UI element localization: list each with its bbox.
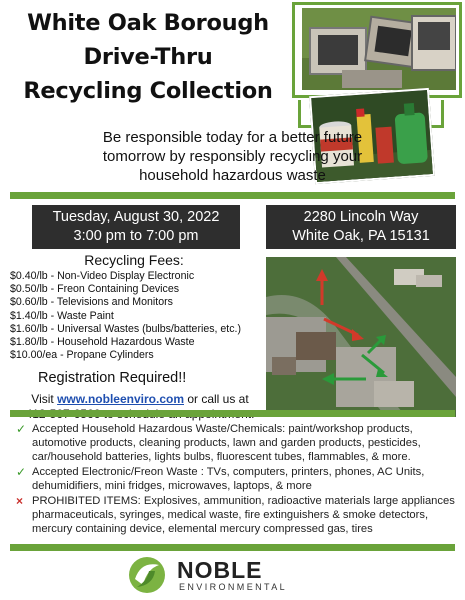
list-item <box>16 494 456 536</box>
address-line-1: 2280 Lincoln Way <box>303 209 419 225</box>
header <box>0 0 465 128</box>
checkmark-icon: ✓ <box>16 422 27 436</box>
electronics-photo <box>300 6 458 92</box>
fee-item: $1.40/lb - Waste Paint <box>10 309 114 322</box>
fees-list <box>10 270 265 362</box>
event-details <box>10 205 265 422</box>
title-line-3: Recycling Collection <box>23 78 273 104</box>
list-item-text: Accepted Electronic/Freon Waste : TVs, computers, printers, phones, AC Units, dehumidifiers, mini fridges, microwaves, laptops, & more <box>32 466 425 492</box>
page-title <box>8 6 288 108</box>
leaf-swirl-icon <box>125 555 169 595</box>
fee-item: $10.00/ea - Propane Cylinders <box>10 349 154 362</box>
fee-item: $1.60/lb - Universal Wastes (bulbs/batteries, etc.) <box>10 322 241 335</box>
list-item-text: PROHIBITED ITEMS: Explosives, ammunition, radioactive materials large appliances pharmaceuticals, syringes, medical waste, fire extinguishers & smoke detectors, mercury containing device, elemental mercury compressed gas, tires <box>32 495 455 535</box>
noble-environmental-logo <box>125 555 345 595</box>
visit-suffix: or call us at <box>184 392 249 407</box>
divider-middle <box>10 410 455 417</box>
fee-item: $1.80/lb - Household Hazardous Waste <box>10 336 195 349</box>
website-link[interactable]: www.nobleenviro.com <box>57 392 184 407</box>
divider-top <box>10 192 455 199</box>
tagline-line-3: household hazardous waste <box>139 167 326 184</box>
checkmark-icon: ✓ <box>16 465 27 479</box>
fee-item: $0.60/lb - Televisions and Monitors <box>10 296 173 309</box>
registration-heading: Registration Required!! <box>38 370 187 387</box>
list-item <box>16 422 456 464</box>
logo-name: NOBLE <box>177 557 263 583</box>
date-time-box <box>32 205 240 249</box>
list-item <box>16 465 456 493</box>
logo-subtitle: ENVIRONMENTAL <box>179 582 288 592</box>
address-line-2: White Oak, PA 15131 <box>292 228 430 244</box>
tagline-line-2: tomorrow by responsibly recycling your <box>102 148 363 165</box>
title-line-1: White Oak Borough <box>27 10 269 36</box>
fees-title: Recycling Fees: <box>84 252 184 268</box>
fee-item: $0.40/lb - Non-Video Display Electronic <box>10 270 195 282</box>
tagline-line-1: Be responsible today for a better future <box>102 129 363 146</box>
materials-list <box>16 422 456 537</box>
fee-item: $0.50/lb - Freon Containing Devices <box>10 283 180 296</box>
title-line-2: Drive-Thru <box>83 44 213 70</box>
aerial-map <box>266 257 456 417</box>
visit-prefix: Visit <box>31 392 58 407</box>
registration-info <box>6 392 274 422</box>
divider-bottom <box>10 544 455 551</box>
list-item-text: Accepted Household Hazardous Waste/Chemicals: paint/workshop products, automotive products, cleaning products, lawn and garden products, pesticides, car/household batteries, lights bulbs, fluorescent tubes, flammables, & more. <box>32 423 421 463</box>
location-details <box>266 205 456 417</box>
event-date: Tuesday, August 30, 2022 <box>52 209 220 225</box>
address-box <box>266 205 456 249</box>
cross-icon: × <box>16 494 24 508</box>
event-time: 3:00 pm to 7:00 pm <box>73 228 199 244</box>
tagline <box>0 128 465 185</box>
